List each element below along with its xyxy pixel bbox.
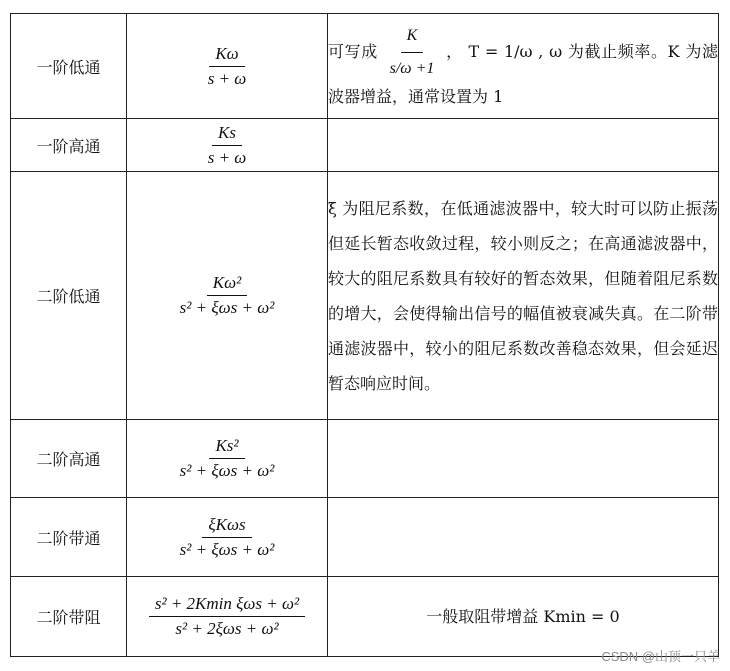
numerator: Ks² xyxy=(209,436,244,459)
filter-name: 一阶高通 xyxy=(11,119,127,172)
transfer-function xyxy=(127,172,328,420)
filter-name: 一阶低通 xyxy=(11,14,127,119)
description-prefix: 可写成 xyxy=(328,41,378,61)
denominator: s² + ξωs + ω² xyxy=(179,461,275,480)
filter-name: 二阶带通 xyxy=(11,498,127,577)
denominator: s² + ξωs + ω² xyxy=(179,539,275,559)
description xyxy=(328,14,719,119)
description xyxy=(328,119,719,172)
numerator: K xyxy=(401,22,424,53)
table-row xyxy=(11,498,719,577)
transfer-function xyxy=(127,14,328,119)
filter-name: 二阶低通 xyxy=(11,172,127,420)
transfer-function xyxy=(127,420,328,498)
table-row xyxy=(11,420,719,498)
description: 一般取阻带增益 Kmin = 0 xyxy=(328,577,719,657)
denominator: s/ω +1 xyxy=(389,59,435,77)
description xyxy=(328,498,719,577)
table-row xyxy=(11,14,719,119)
denominator: s² + ξωs + ω² xyxy=(179,298,275,317)
watermark: CSDN @山顶一只羊 xyxy=(601,649,720,664)
table-row xyxy=(11,577,719,657)
numerator: ξKωs xyxy=(202,515,251,538)
denominator: s² + 2ξωs + ω² xyxy=(175,619,279,638)
transfer-function xyxy=(127,498,328,577)
numerator: Ks xyxy=(212,123,242,146)
filter-name: 二阶高通 xyxy=(11,420,127,498)
fraction xyxy=(174,515,281,560)
description-suffix: ， T = 1/ω , ω 为截止频率。K 为滤波器增益，通常设置为 1 xyxy=(328,41,718,106)
numerator: s² + 2Kmin ξωs + ω² xyxy=(149,594,305,617)
table-row xyxy=(11,119,719,172)
transfer-function xyxy=(127,119,328,172)
fraction xyxy=(149,594,305,639)
filter-table xyxy=(10,13,719,657)
transfer-function xyxy=(127,577,328,657)
description xyxy=(328,420,719,498)
denominator: s + ω xyxy=(207,147,247,167)
denominator: s + ω xyxy=(207,68,247,88)
fraction xyxy=(202,123,253,168)
numerator: Kω xyxy=(209,44,244,67)
table-row xyxy=(11,172,719,420)
description: ξ 为阻尼系数，在低通滤波器中，较大时可以防止振荡但延长暂态收敛过程，较小则反之；在高通滤波器中，较大的阻尼系数具有较好的暂态效果，但随着阻尼系数的增大，会使得输出信号的幅值被衰减失真。在二阶带通滤波器中，较小的阻尼系数改善稳态效果，但会延迟暂态响应时间。 xyxy=(328,172,719,420)
filter-name: 二阶带阻 xyxy=(11,577,127,657)
fraction xyxy=(202,44,253,89)
fraction xyxy=(174,436,281,481)
fraction xyxy=(174,273,281,318)
inline-fraction xyxy=(384,22,441,83)
numerator: Kω² xyxy=(207,273,247,296)
